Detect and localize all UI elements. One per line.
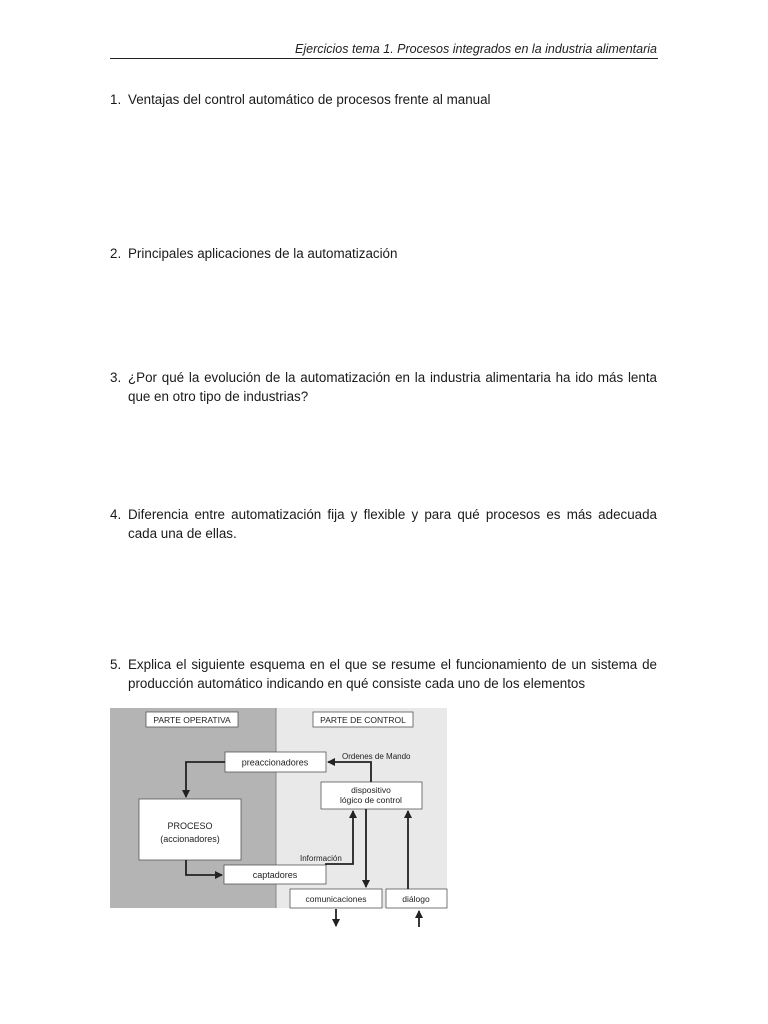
question-number: 3. — [110, 370, 122, 385]
dialogo-label: diálogo — [402, 894, 430, 904]
question-number: 4. — [110, 507, 122, 522]
question-3 — [110, 368, 657, 406]
page-header: Ejercicios tema 1. Procesos integrados en la industria alimentaria — [295, 42, 657, 56]
comunicaciones-label: comunicaciones — [305, 894, 367, 904]
dispositivo-label-line2: lógico de control — [340, 795, 402, 805]
question-5 — [110, 655, 657, 693]
captadores-label: captadores — [252, 870, 298, 880]
parte-control-label: PARTE DE CONTROL — [320, 715, 406, 725]
diagram-svg — [110, 708, 450, 930]
proceso-label-line1: PROCESO — [167, 821, 213, 831]
dispositivo-label-line1: dispositivo — [351, 785, 391, 795]
question-text: Explica el siguiente esquema en el que se resume el funcionamiento de un sistema de producción automático indicando en qué consiste cada uno de los elementos — [128, 657, 657, 691]
question-number: 2. — [110, 246, 122, 261]
question-2 — [110, 244, 657, 263]
proceso-label-line2: (accionadores) — [160, 834, 220, 844]
question-4 — [110, 505, 657, 543]
parte-operativa-label: PARTE OPERATIVA — [153, 715, 231, 725]
preaccionadores-label: preaccionadores — [241, 757, 309, 768]
question-text: ¿Por qué la evolución de la automatización en la industria alimentaria ha ido más lenta que en otro tipo de industrias? — [128, 370, 657, 404]
ordenes-mando-label: Ordenes de Mando — [342, 752, 411, 761]
question-number: 1. — [110, 92, 122, 107]
question-text: Diferencia entre automatización fija y flexible y para qué procesos es más adecuada cada una de ellas. — [128, 507, 657, 541]
header-rule — [110, 58, 658, 59]
question-number: 5. — [110, 657, 122, 672]
question-text: Principales aplicaciones de la automatización — [128, 246, 398, 261]
question-text: Ventajas del control automático de procesos frente al manual — [128, 92, 491, 107]
informacion-label: Información — [300, 854, 342, 863]
question-1 — [110, 90, 657, 109]
automation-diagram — [110, 708, 450, 930]
